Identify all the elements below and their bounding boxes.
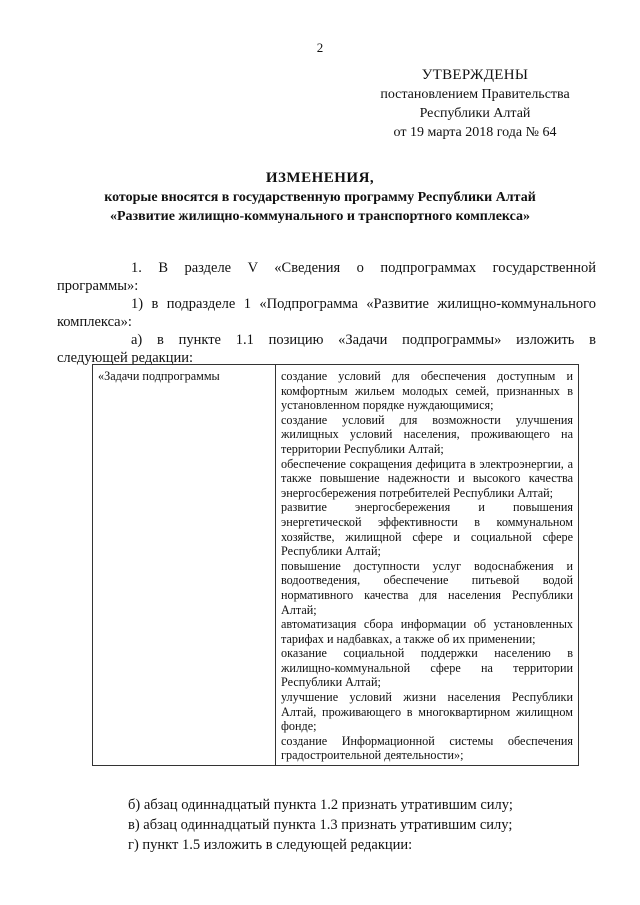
intro-paragraph-1	[57, 259, 596, 295]
task-item: повышение доступности услуг водоснабжения и водоотведения, обеспечение питьевой водой нормативного качества для населения Республики Алтай;	[281, 558, 573, 617]
intro-p1-line2: программы»:	[57, 278, 139, 294]
approval-stamp	[360, 66, 590, 142]
task-item: улучшение условий жизни населения Республики Алтай, проживающего в многоквартирном жилищном фонде;	[281, 690, 573, 734]
task-item: развитие энергосбережения и повышения энергетической эффективности в коммунальном хозяйстве, жилищной сфере и социальной сфере Республики Алтай;	[281, 500, 573, 559]
title-line-1: которые вносятся в государственную программу Республики Алтай	[104, 190, 536, 205]
page-number: 2	[316, 40, 324, 55]
intro-p1-line1: 1. В разделе V «Сведения о подпрограммах государственной	[131, 260, 596, 276]
approval-line-3: от 19 марта 2018 года № 64	[393, 125, 557, 140]
table-label-cell: «Задачи подпрограммы	[93, 365, 276, 766]
task-item: автоматизация сбора информации об установленных тарифах и надбавках, а также об их применении;	[281, 617, 573, 646]
intro-paragraph-2	[57, 295, 596, 331]
amendment-b: б) абзац одиннадцатый пункта 1.2 признать утратившим силу;	[128, 797, 513, 813]
amendment-v: в) абзац одиннадцатый пункта 1.3 признать утратившим силу;	[128, 817, 513, 833]
approved-heading: УТВЕРЖДЕНЫ	[421, 67, 529, 83]
task-item: оказание социальной поддержки населению в жилищно-коммунальной сфере на территории Республики Алтай;	[281, 646, 573, 690]
document-title	[60, 169, 580, 226]
intro-p2-line2: комплекса»:	[57, 314, 132, 330]
approval-line-2: Республики Алтай	[419, 106, 531, 121]
intro-p3-line2: следующей редакции:	[57, 350, 194, 366]
task-item: создание условий для обеспечения доступным и комфортным жильем молодых семей, признанных в установленном порядке нуждающимися;	[281, 369, 573, 413]
approval-line-1: постановлением Правительства	[380, 87, 570, 102]
task-item: создание Информационной системы обеспечения градостроительной деятельности»;	[281, 733, 573, 763]
amendment-g: г) пункт 1.5 изложить в следующей редакции:	[128, 837, 413, 853]
tasks-table	[92, 364, 579, 766]
title-line-2: «Развитие жилищно-коммунального и транспортного комплекса»	[109, 209, 531, 224]
task-item: создание условий для возможности улучшения жилищных условий населения, проживающего на территории Республики Алтай;	[281, 412, 573, 456]
table-content-cell	[276, 365, 579, 766]
task-item: обеспечение сокращения дефицита в электроэнергии, а также повышение надежности и высокого качества энергосбережения потребителей Республики Алтай;	[281, 456, 573, 500]
table-row	[93, 365, 579, 766]
intro-paragraph-3	[57, 331, 596, 367]
intro-p3-line1: а) в пункте 1.1 позицию «Задачи подпрограммы» изложить в	[131, 332, 596, 348]
title-main: ИЗМЕНЕНИЯ,	[265, 170, 375, 186]
intro-p2-line1: 1) в подразделе 1 «Подпрограмма «Развитие жилищно-коммунального	[131, 296, 596, 312]
